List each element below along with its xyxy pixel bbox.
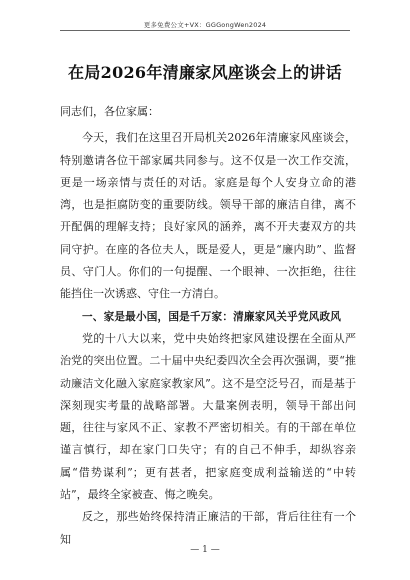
- paragraph: 今天，我们在这里召开局机关2026年清廉家风座谈会，特别邀请各位干部家属共同参与。这不仅是一次工作交流，更是一场亲情与责任的对话。家庭是每个人安身立命的港湾，也是拒腐防变的重要防线。领导干部的廉洁自律，离不开配偶的理解支持；良好家风的涵养，离不开夫妻双方的共同守护。在座的各位夫人，既是爱人，更是“廉内助”、监督员、守门人。你们的一句提醒、一个眼神、一次拒绝，往往能挡住一次诱惑、守住一方清白。: [60, 131, 356, 301]
- page-header: 更多免费公文+VX：GGGongWen2024: [143, 21, 267, 29]
- section-heading: 一、家是最小国，国是千万家：清廉家风关乎党风政风: [82, 310, 342, 323]
- document-title: 在局2026年清廉家风座谈会上的讲话: [68, 63, 342, 82]
- document-body: [60, 101, 356, 551]
- greeting: 同志们，各位家属：: [60, 105, 159, 118]
- paragraph: 党的十八大以来，党中央始终把家风建设摆在全面从严治党的突出位置。二十届中央纪委四次全会再次强调，要“推动廉洁文化融入家庭家教家风”。这不是空泛号召，而是基于深刻现实考量的战略部署。大量案例表明，领导干部出问题，往往与家风不正、家教不严密切相关。有的干部在单位谨言慎行，却在家门口失守；有的自己不伸手，却纵容亲属“借势谋利”；更有甚者，把家庭变成利益输送的“中转站”，最终全家被查、悔之晚矣。: [60, 331, 356, 502]
- page-number: — 1 —: [190, 545, 220, 555]
- paragraph: 反之，那些始终保持清正廉洁的干部，背后往往有一个知: [60, 510, 356, 546]
- header-divider: [60, 30, 350, 31]
